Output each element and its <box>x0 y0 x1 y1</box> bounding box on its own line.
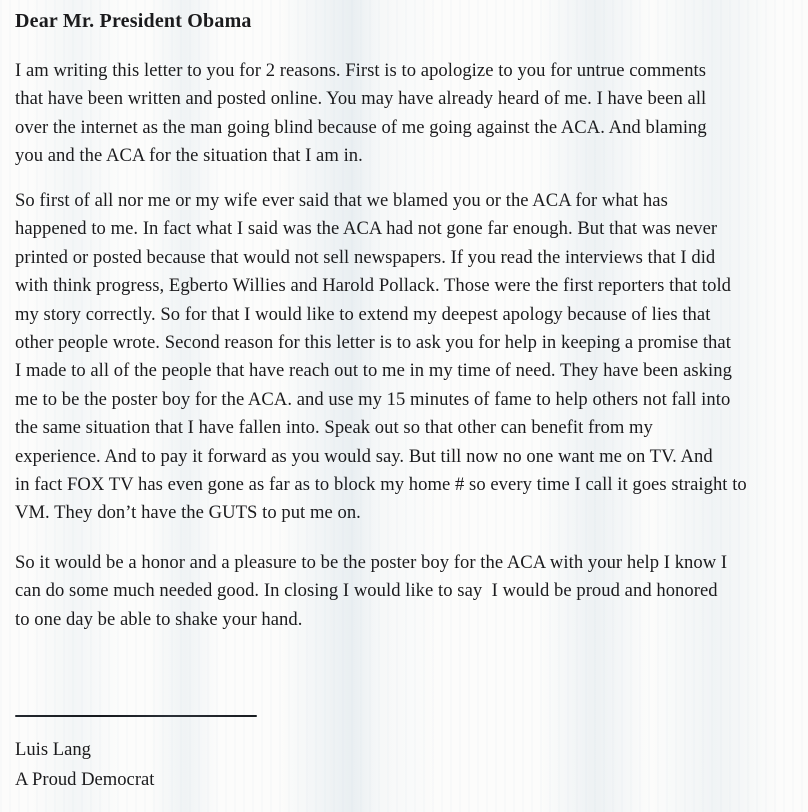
text-line: experience. And to pay it forward as you would say. But till now no one want me on TV. And <box>15 445 713 467</box>
text-line: the same situation that I have fallen into. Speak out so that other can benefit from my <box>15 417 653 439</box>
text-line: my story correctly. So for that I would like to extend my deepest apology because of lies that <box>15 303 711 325</box>
paragraph-closing <box>15 549 727 634</box>
text-line: over the internet as the man going blind because of me going against the ACA. And blaming <box>15 116 707 138</box>
text-line: printed or posted because that would not sell newspapers. If you read the interviews that I did <box>15 246 716 268</box>
text-line: happened to me. In fact what I said was the ACA had not gone far enough. But that was never <box>15 218 718 240</box>
paragraph-intro <box>15 57 707 171</box>
text-line: you and the ACA for the situation that I am in. <box>15 145 363 167</box>
text-line: to one day be able to shake your hand. <box>15 608 303 630</box>
text-line: that have been written and posted online. You may have already heard of me. I have been all <box>15 88 707 110</box>
salutation: Dear Mr. President Obama <box>15 10 252 32</box>
paragraph-body <box>15 187 747 528</box>
text-line: I am writing this letter to you for 2 reasons. First is to apologize to you for untrue comments <box>15 60 707 81</box>
signature-title: A Proud Democrat <box>15 769 155 790</box>
text-line: in fact FOX TV has even gone as far as to block my home # so every time I call it goes straight to <box>15 473 747 495</box>
text-line: other people wrote. Second reason for this letter is to ask you for help in keeping a promise that <box>15 331 731 353</box>
text-line: I made to all of the people that have reach out to me in my time of need. They have been asking <box>15 360 732 382</box>
text-line: So first of all nor me or my wife ever said that we blamed you or the ACA for what has <box>15 190 668 211</box>
signature-name: Luis Lang <box>15 739 91 760</box>
signature-line <box>15 715 257 717</box>
text-line: So it would be a honor and a pleasure to be the poster boy for the ACA with your help I know I <box>15 552 728 573</box>
text-line: with think progress, Egberto Willies and Harold Pollack. Those were the first reporters that told <box>15 275 732 297</box>
text-line: VM. They don’t have the GUTS to put me on. <box>15 502 361 524</box>
text-line: me to be the poster boy for the ACA. and use my 15 minutes of fame to help others not fall into <box>15 388 731 410</box>
text-line: can do some much needed good. In closing I would like to say I would be proud and honored <box>15 580 718 602</box>
